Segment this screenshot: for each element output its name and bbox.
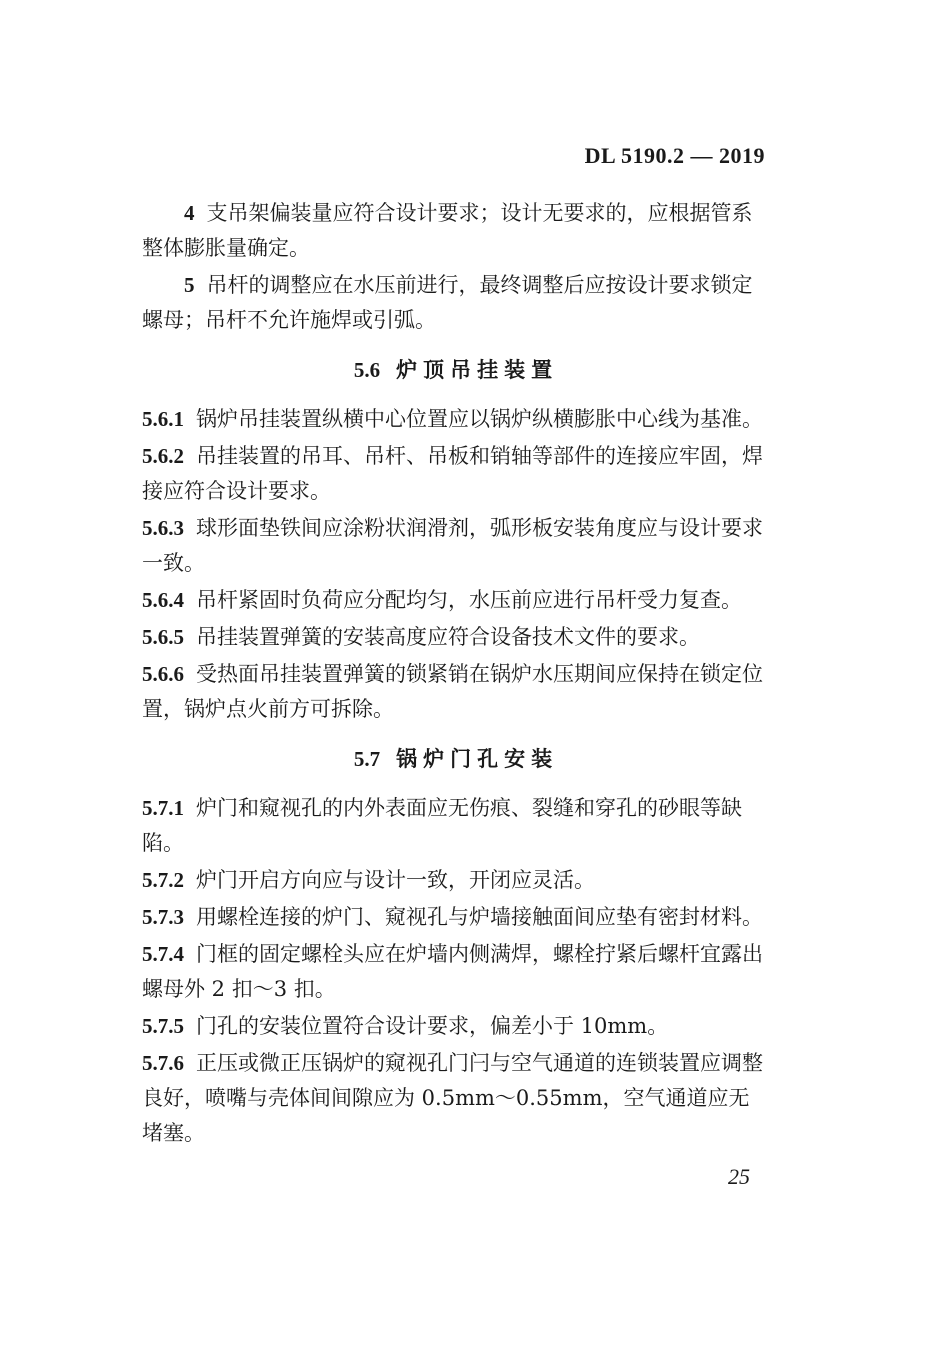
clause-text: 锅炉吊挂装置纵横中心位置应以锅炉纵横膨胀中心线为基准。	[196, 407, 763, 431]
clause	[142, 620, 770, 655]
clause	[142, 791, 770, 861]
clause-number: 5.7.1	[142, 796, 184, 820]
item-text: 吊杆的调整应在水压前进行，最终调整后应按设计要求锁定螺母；吊杆不允许施焊或引弧。	[142, 273, 753, 332]
clause-text: 受热面吊挂装置弹簧的锁紧销在锅炉水压期间应保持在锁定位置，锅炉点火前方可拆除。	[142, 662, 763, 721]
section-heading-5-6	[142, 352, 770, 388]
clause	[142, 439, 770, 509]
standard-code-header: DL 5190.2 — 2019	[584, 143, 765, 168]
clause-number: 5.7.2	[142, 868, 184, 892]
clause-text: 门框的固定螺栓头应在炉墙内侧满焊，螺栓拧紧后螺杆宜露出螺母外 2 扣～3 扣。	[142, 942, 763, 1001]
clause-text: 正压或微正压锅炉的窥视孔门闩与空气通道的连锁装置应调整良好，喷嘴与壳体间间隙应为 0.5mm～0.55mm，空气通道应无堵塞。	[142, 1051, 763, 1145]
item-number: 5	[184, 273, 195, 297]
list-item	[142, 268, 770, 338]
page-number: 25	[728, 1164, 750, 1189]
clause	[142, 937, 770, 1007]
clause-text: 吊挂装置弹簧的安装高度应符合设备技术文件的要求。	[196, 625, 700, 649]
clause-number: 5.6.5	[142, 625, 184, 649]
clause-text: 门孔的安装位置符合设计要求，偏差小于 10mm。	[196, 1014, 669, 1038]
section-heading-5-7	[142, 741, 770, 777]
clause	[142, 657, 770, 727]
item-text: 支吊架偏装量应符合设计要求；设计无要求的，应根据管系整体膨胀量确定。	[142, 201, 753, 260]
clause-number: 5.6.6	[142, 662, 184, 686]
clause-number: 5.6.4	[142, 588, 184, 612]
clause	[142, 511, 770, 581]
clause-text: 球形面垫铁间应涂粉状润滑剂，弧形板安装角度应与设计要求一致。	[142, 516, 763, 575]
clause	[142, 900, 770, 935]
clause	[142, 863, 770, 898]
item-number: 4	[184, 201, 195, 225]
clause-number: 5.6.3	[142, 516, 184, 540]
clause-text: 吊杆紧固时负荷应分配均匀，水压前应进行吊杆受力复查。	[196, 588, 742, 612]
clause-text: 炉门和窥视孔的内外表面应无伤痕、裂缝和穿孔的砂眼等缺陷。	[142, 796, 742, 855]
clause	[142, 1046, 770, 1151]
clause-number: 5.7.5	[142, 1014, 184, 1038]
clause-number: 5.7.6	[142, 1051, 184, 1075]
document-body	[142, 196, 770, 1153]
clause-text: 吊挂装置的吊耳、吊杆、吊板和销轴等部件的连接应牢固，焊接应符合设计要求。	[142, 444, 763, 503]
clause	[142, 583, 770, 618]
list-item	[142, 196, 770, 266]
section-number: 5.6	[353, 358, 381, 382]
section-title: 炉顶吊挂装置	[396, 357, 559, 382]
section-title: 锅炉门孔安装	[396, 746, 559, 771]
section-number: 5.7	[353, 747, 381, 771]
clause-number: 5.6.1	[142, 407, 184, 431]
clause-number: 5.7.4	[142, 942, 184, 966]
clause	[142, 402, 770, 437]
clause	[142, 1009, 770, 1044]
clause-number: 5.6.2	[142, 444, 184, 468]
clause-number: 5.7.3	[142, 905, 184, 929]
clause-text: 炉门开启方向应与设计一致，开闭应灵活。	[196, 868, 595, 892]
clause-text: 用螺栓连接的炉门、窥视孔与炉墙接触面间应垫有密封材料。	[196, 905, 763, 929]
